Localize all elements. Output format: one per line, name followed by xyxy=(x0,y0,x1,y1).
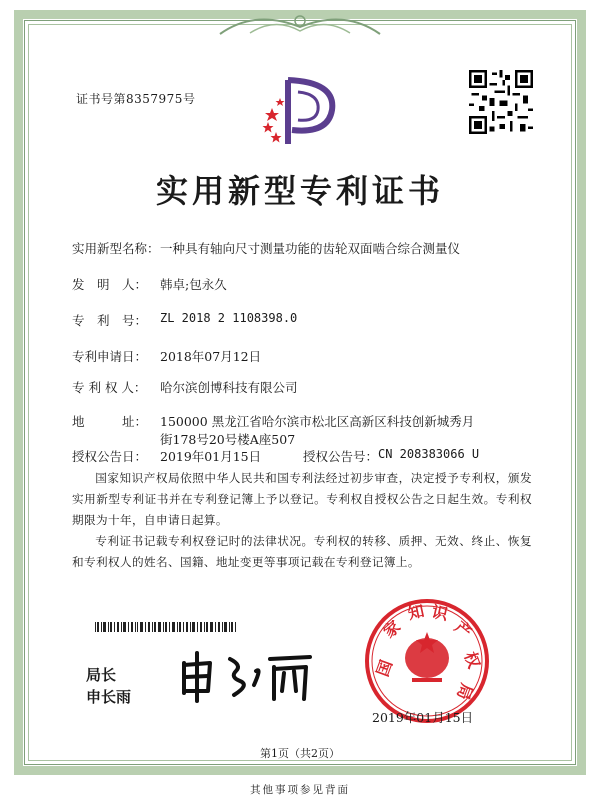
inventor-value: 韩卓;包永久 xyxy=(160,277,227,292)
announcement-number-value: CN 208383066 U xyxy=(378,447,480,461)
svg-text:知: 知 xyxy=(406,601,426,624)
qr-code-icon xyxy=(469,70,533,134)
director-name: 申长雨 xyxy=(86,688,132,706)
patentee-label: 专 利 权 人： xyxy=(72,380,147,395)
svg-text:识: 识 xyxy=(430,601,450,624)
application-date-value: 2018年07月12日 xyxy=(160,349,262,364)
patent-number-label: 专 利 号： xyxy=(72,313,148,328)
legal-status-paragraph: 专利证书记载专利权登记时的法律状况。专利权的转移、质押、无效、终止、恢复和专利权人的姓名、国籍、地址变更等事项记载在专利登记簿上。 xyxy=(72,534,532,569)
patent-number-value: ZL 2018 2 1108398.0 xyxy=(160,311,298,325)
director-signature-icon xyxy=(170,645,320,705)
seal-date: 2019年01月15日 xyxy=(372,710,474,725)
inventor-label: 发 明 人： xyxy=(72,277,148,292)
address-line-2: 街178号20号楼A座507 xyxy=(160,432,296,447)
announcement-number-label: 授权公告号： xyxy=(303,449,379,464)
utility-model-name-value: 一种具有轴向尺寸测量功能的齿轮双面啮合综合测量仪 xyxy=(160,241,461,256)
back-note: 其他事项参见背面 xyxy=(250,784,350,796)
page-indicator: 第1页（共2页） xyxy=(260,747,340,760)
svg-text:权: 权 xyxy=(460,649,484,671)
grant-statement-paragraph: 国家知识产权局依照中华人民共和国专利法经过初步审查，决定授予专利权，颁发实用新型专利证书并在专利登记簿上予以登记。专利权自授权公告之日起生效。专利权期限为十年，自申请日起算。 xyxy=(72,471,532,527)
application-date-label: 专利申请日： xyxy=(72,349,148,364)
svg-text:家: 家 xyxy=(379,616,405,642)
barcode-icon xyxy=(95,622,236,632)
top-ornament-icon xyxy=(210,9,390,39)
director-title: 局长 xyxy=(86,666,117,684)
cnipa-logo-icon xyxy=(258,72,342,152)
svg-text:国: 国 xyxy=(372,657,397,679)
certificate-number: 证书号第8357975号 xyxy=(76,92,196,106)
certificate-title: 实用新型专利证书 xyxy=(155,172,444,210)
official-seal-icon xyxy=(362,596,492,726)
svg-text:局: 局 xyxy=(453,680,477,703)
announcement-date-value: 2019年01月15日 xyxy=(160,449,262,464)
announcement-date-label: 授权公告日： xyxy=(72,449,148,464)
svg-text:产: 产 xyxy=(450,617,476,643)
address-line-1: 150000 黑龙江省哈尔滨市松北区高新区科技创新城秀月 xyxy=(160,414,475,429)
address-label: 地 址： xyxy=(72,414,148,429)
utility-model-name-label: 实用新型名称： xyxy=(72,241,160,256)
patentee-value: 哈尔滨创博科技有限公司 xyxy=(160,380,298,395)
